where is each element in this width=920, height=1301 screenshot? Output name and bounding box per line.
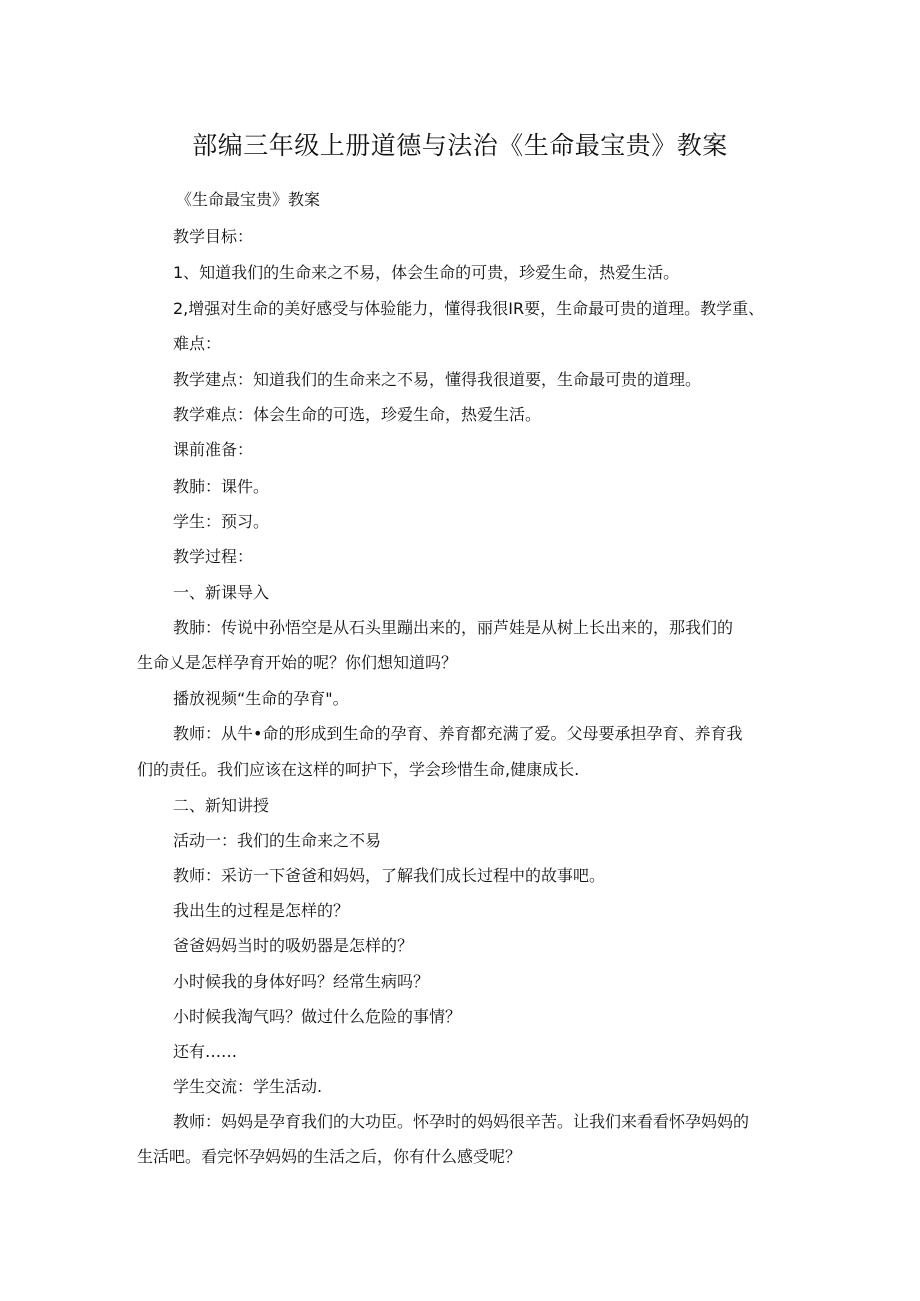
- step-2-heading: 二、新知讲授: [173, 796, 270, 815]
- teacher-mother-line-1: 教师：妈妈是孕育我们的大功臣。怀孕时的妈妈很辛苦。让我们来看看怀孕妈妈的: [173, 1112, 750, 1131]
- teacher-intro-line-1: 教肺：传说中孙悟空是从石头里蹦出来的，丽芦娃是从树上长出来的，那我们的: [173, 618, 734, 637]
- teacher-interview: 教师：采访一下爸爸和妈妈，了解我们成长过程中的故事吧。: [173, 866, 606, 885]
- prep-teacher: 教肺：课件。: [173, 477, 270, 496]
- objective-2: 2,增强对生命的美好感受与体验能力，懂得我很IR要，生命最可贵的道理。教学重、: [173, 299, 765, 318]
- objective-1: 1、知道我们的生命来之不易，体会生命的可贵，珍爱生命，热爱生活。: [173, 263, 680, 282]
- question-4: 小时候我淘气吗？做过什么危险的事情？: [173, 1007, 462, 1026]
- activity-1-heading: 活动一：我们的生命来之不易: [173, 831, 382, 850]
- question-1: 我出生的过程是怎样的？: [173, 901, 350, 920]
- step-1-heading: 一、新课导入: [173, 583, 270, 602]
- prep-student: 学生：预习。: [173, 512, 270, 531]
- key-point: 教学建点：知道我们的生命来之不易，懂得我很道要，生命最可贵的道理。: [173, 370, 702, 389]
- question-more: 还有……: [173, 1042, 238, 1061]
- lesson-heading: 《生命最宝贵》教案: [176, 190, 321, 209]
- play-video: 播放视频“生命的孕育"。: [173, 689, 349, 708]
- objective-2-continued: 难点：: [173, 334, 222, 353]
- section-objectives: 教学目标：: [173, 227, 254, 246]
- section-preparation: 课前准备：: [173, 440, 254, 459]
- question-3: 小时候我的身体好吗？经常生病吗？: [173, 972, 430, 991]
- question-2: 爸爸妈妈当时的吸奶器是怎样的？: [173, 936, 414, 955]
- teacher-summary-line-2: 们的责任。我们应该在这样的呵护下，学会珍惜生命,健康成长.: [137, 760, 580, 779]
- difficult-point: 教学难点：体会生命的可选，珍爱生命，热爱生活。: [173, 405, 542, 424]
- teacher-intro-line-2: 生命乂是怎样孕育开始的呢？你们想知道吗？: [137, 653, 458, 672]
- teacher-summary-line-1: 教师：从牛•命的形成到生命的孕育、养育都充满了爱。父母要承担孕育、养育我: [173, 724, 743, 743]
- document-title: 部编三年级上册道德与法治《生命最宝贵》教案: [192, 131, 728, 160]
- section-process: 教学过程：: [173, 547, 254, 566]
- teacher-mother-line-2: 生活吧。看完怀孕妈妈的生活之后，你有什么感受呢？: [137, 1147, 522, 1166]
- student-exchange: 学生交流：学生活动.: [173, 1077, 323, 1096]
